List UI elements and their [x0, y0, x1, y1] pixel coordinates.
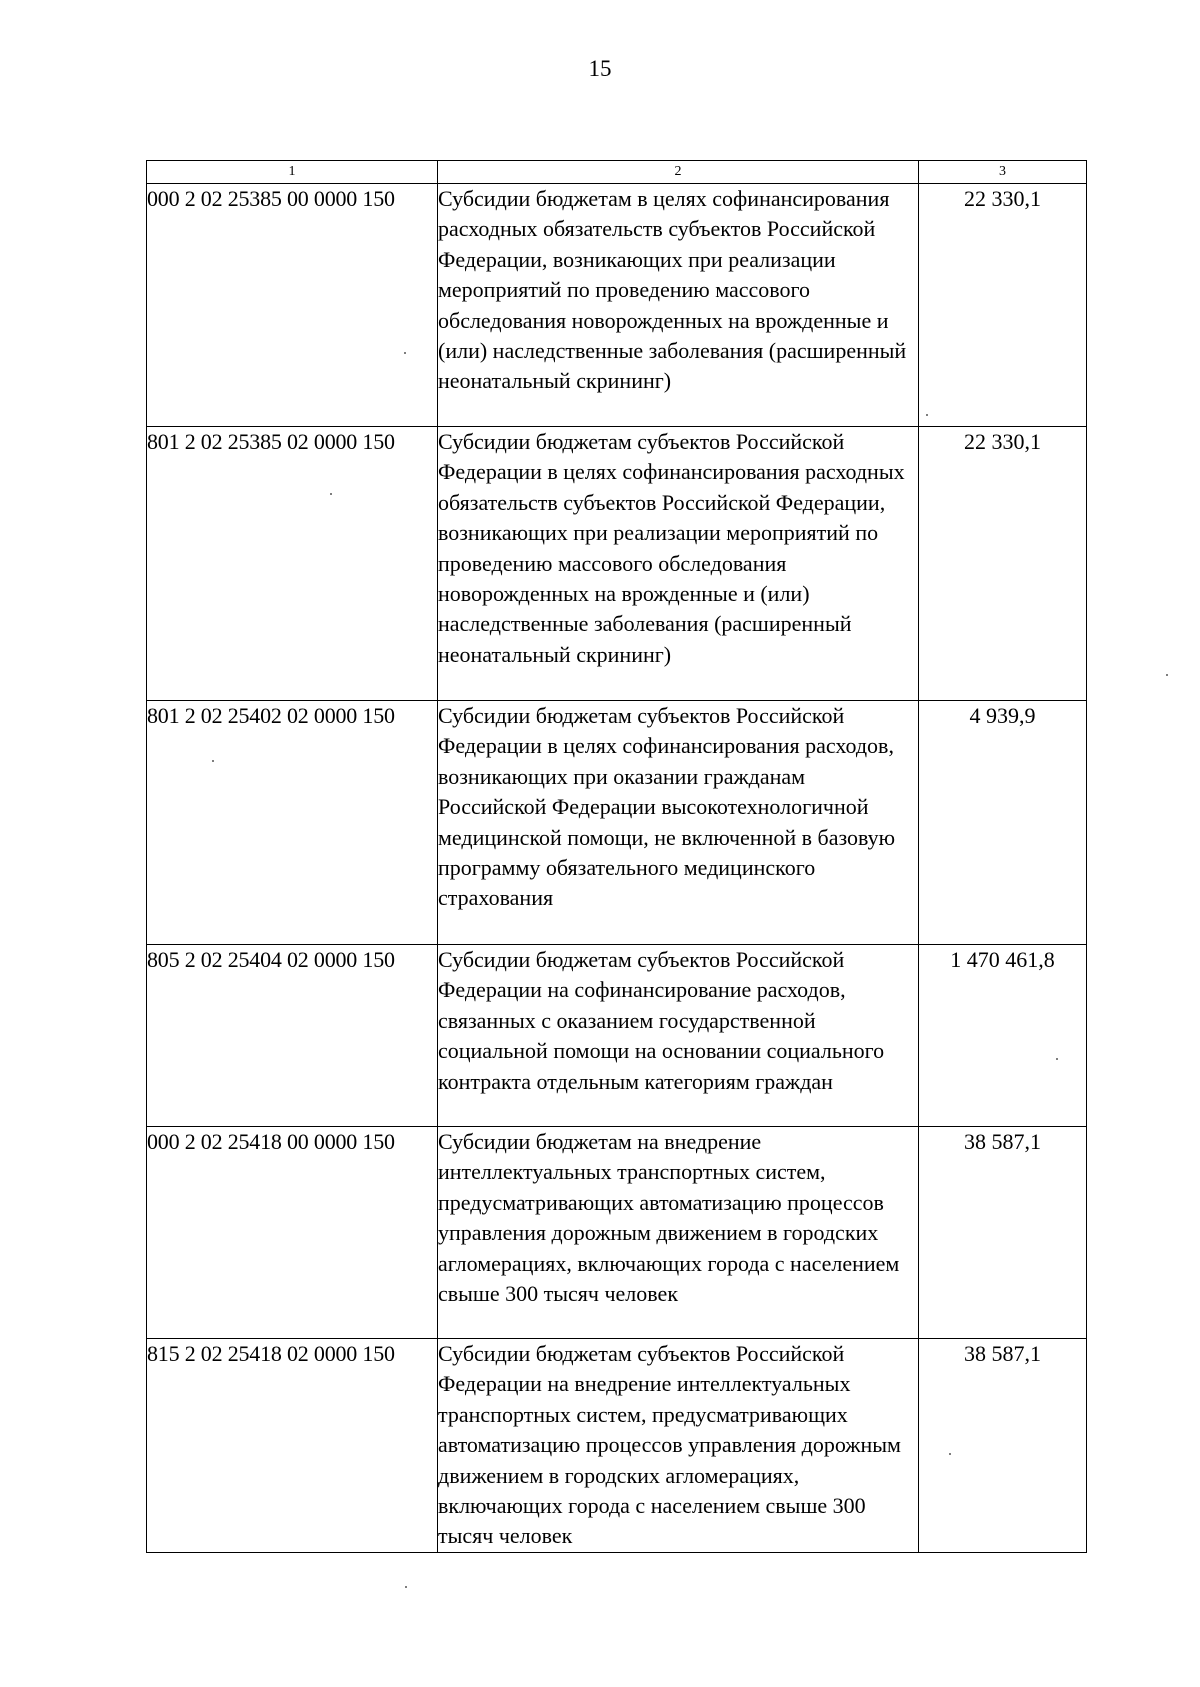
- budget-description: Субсидии бюджетам субъектов Российской Федерации в целях софинансирования расходов, возникающих при оказании гражданам Российской Федерации высокотехнологичной медицинской помощи, не включенной в базовую программу обязательного медицинского страхования: [438, 701, 919, 945]
- table-row: [147, 427, 1087, 701]
- column-header-description: 2: [438, 161, 919, 184]
- budget-description: Субсидии бюджетам субъектов Российской Федерации на софинансирование расходов, связанных с оказанием государственной социальной помощи на основании социального контракта отдельным категориям граждан: [438, 945, 919, 1127]
- budget-amount: 22 330,1: [919, 184, 1087, 427]
- budget-amount: 22 330,1: [919, 427, 1087, 701]
- scan-speck: [330, 493, 332, 495]
- column-header-amount: 3: [919, 161, 1087, 184]
- budget-code: 801 2 02 25385 02 0000 150: [147, 427, 438, 701]
- table-row: [147, 1127, 1087, 1339]
- budget-amount: 4 939,9: [919, 701, 1087, 945]
- scan-speck: [926, 414, 928, 416]
- budget-description: Субсидии бюджетам в целях софинансирования расходных обязательств субъектов Российской Федерации, возникающих при реализации мероприятий по проведению массового обследования новорожденных на врожденные и (или) наследственные заболевания (расширенный неонатальный скрининг): [438, 184, 919, 427]
- table-row: [147, 184, 1087, 427]
- budget-description: Субсидии бюджетам субъектов Российской Федерации на внедрение интеллектуальных транспортных систем, предусматривающих автоматизацию процессов управления дорожным движением в городских агломерациях, включающих города с населением свыше 300 тысяч человек: [438, 1339, 919, 1553]
- budget-table: [146, 160, 1087, 1553]
- column-header-code: 1: [147, 161, 438, 184]
- budget-code: 815 2 02 25418 02 0000 150: [147, 1339, 438, 1553]
- scan-speck: [1056, 1058, 1058, 1060]
- scan-speck: [404, 352, 406, 354]
- page-number: 15: [588, 56, 612, 81]
- budget-code: 801 2 02 25402 02 0000 150: [147, 701, 438, 945]
- budget-amount: 38 587,1: [919, 1127, 1087, 1339]
- table-row: [147, 1339, 1087, 1553]
- budget-amount: 38 587,1: [919, 1339, 1087, 1553]
- scan-speck: [405, 1586, 407, 1588]
- budget-description: Субсидии бюджетам на внедрение интеллектуальных транспортных систем, предусматривающих автоматизацию процессов управления дорожным движением в городских агломерациях, включающих города с населением свыше 300 тысяч человек: [438, 1127, 919, 1339]
- table-row: [147, 701, 1087, 945]
- scan-speck: [949, 1453, 951, 1455]
- budget-code: 000 2 02 25385 00 0000 150: [147, 184, 438, 427]
- budget-code: 000 2 02 25418 00 0000 150: [147, 1127, 438, 1339]
- table-header-row: [147, 161, 1087, 184]
- budget-description: Субсидии бюджетам субъектов Российской Федерации в целях софинансирования расходных обязательств субъектов Российской Федерации, возникающих при реализации мероприятий по проведению массового обследования новорожденных на врожденные и (или) наследственные заболевания (расширенный неонатальный скрининг): [438, 427, 919, 701]
- table-row: [147, 945, 1087, 1127]
- budget-amount: 1 470 461,8: [919, 945, 1087, 1127]
- scan-speck: [212, 760, 214, 762]
- scan-speck: [1166, 674, 1168, 676]
- budget-code: 805 2 02 25404 02 0000 150: [147, 945, 438, 1127]
